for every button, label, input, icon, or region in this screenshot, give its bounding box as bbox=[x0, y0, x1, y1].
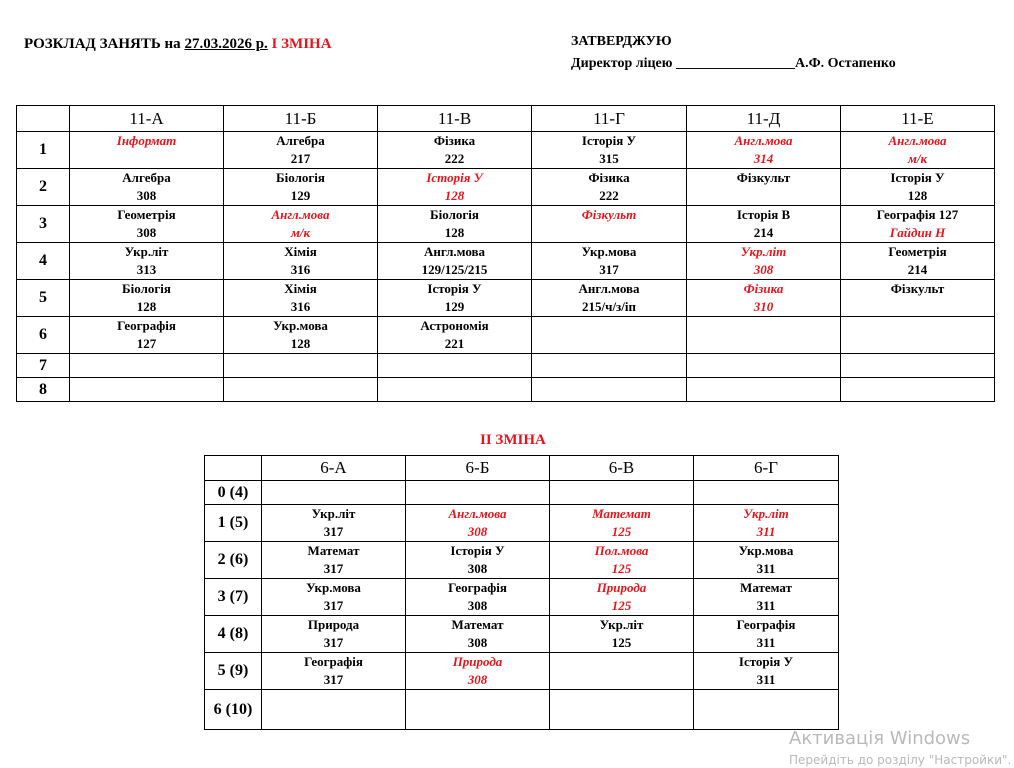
column-header-11-Г: 11-Г bbox=[532, 106, 687, 132]
shift1-schedule-table bbox=[16, 105, 995, 402]
room-number: Гайдин Н bbox=[889, 225, 946, 240]
subject-name: Англ.мова bbox=[578, 281, 640, 296]
table-row bbox=[17, 354, 995, 378]
schedule-date: 27.03.2026 р. bbox=[184, 36, 268, 52]
room-number: 125 bbox=[611, 598, 632, 613]
subject-name: Історія У bbox=[581, 133, 637, 148]
table-row bbox=[205, 542, 839, 579]
approve-title: ЗАТВЕРДЖУЮ bbox=[571, 34, 672, 49]
lesson-cell bbox=[70, 354, 224, 378]
table-row bbox=[205, 690, 839, 730]
room-number: 214 bbox=[753, 225, 774, 240]
windows-activation-watermark bbox=[789, 728, 1011, 767]
subject-name: Геометрія bbox=[888, 244, 947, 259]
room-number: 317 bbox=[323, 672, 344, 687]
subject-name: Укр.мова bbox=[738, 543, 794, 558]
subject-name: Математ bbox=[592, 506, 651, 521]
subject-name: Хімія bbox=[284, 244, 317, 259]
lesson-cell bbox=[841, 243, 995, 280]
table-header-row bbox=[17, 106, 995, 132]
room-number: 314 bbox=[753, 151, 774, 166]
subject-name: Фізкульт bbox=[581, 207, 637, 222]
subject-name: Укр.мова bbox=[306, 580, 361, 595]
subject-name: Фізкульт bbox=[890, 281, 945, 296]
table-header-row bbox=[205, 456, 839, 481]
room-number: м/к bbox=[290, 225, 311, 240]
lesson-number: 5 (9) bbox=[205, 653, 262, 690]
room-number: 311 bbox=[756, 672, 776, 687]
lesson-cell bbox=[262, 481, 406, 505]
lesson-cell bbox=[224, 354, 378, 378]
lesson-cell bbox=[550, 542, 694, 579]
lesson-cell bbox=[687, 243, 841, 280]
lesson-number: 0 (4) bbox=[205, 481, 262, 505]
room-number: 215/ч/з/іп bbox=[582, 299, 636, 314]
lesson-cell bbox=[694, 481, 839, 505]
lesson-number: 6 bbox=[17, 317, 70, 354]
lesson-cell bbox=[262, 690, 406, 730]
lesson-cell bbox=[262, 616, 406, 653]
lesson-cell bbox=[70, 378, 224, 402]
subject-name: Укр.літ bbox=[599, 617, 644, 632]
lesson-cell bbox=[532, 317, 687, 354]
room-number: 317 bbox=[323, 524, 344, 539]
lesson-cell bbox=[70, 132, 224, 169]
room-number: 308 bbox=[136, 188, 157, 203]
lesson-cell bbox=[532, 354, 687, 378]
lesson-cell bbox=[70, 243, 224, 280]
room-number: 222 bbox=[444, 151, 465, 166]
title-prefix: РОЗКЛАД ЗАНЯТЬ на bbox=[24, 36, 185, 52]
lesson-cell bbox=[406, 616, 550, 653]
subject-name: Інформат bbox=[116, 133, 177, 148]
room-number: 127 bbox=[136, 336, 157, 351]
lesson-cell bbox=[378, 378, 532, 402]
lesson-cell bbox=[262, 653, 406, 690]
column-header-11-В: 11-В bbox=[378, 106, 532, 132]
lesson-cell bbox=[532, 280, 687, 317]
room-number: 128 bbox=[136, 299, 157, 314]
room-number: 315 bbox=[599, 151, 619, 166]
lesson-cell bbox=[841, 169, 995, 206]
column-header-11-Е: 11-Е bbox=[841, 106, 995, 132]
lesson-cell bbox=[550, 690, 694, 730]
room-number: 308 bbox=[467, 672, 488, 687]
table-row bbox=[205, 505, 839, 542]
column-header-6-Б: 6-Б bbox=[406, 456, 550, 481]
lesson-cell bbox=[406, 690, 550, 730]
lesson-cell bbox=[550, 505, 694, 542]
lesson-cell bbox=[841, 354, 995, 378]
room-number: 217 bbox=[290, 151, 311, 166]
lesson-cell bbox=[532, 169, 687, 206]
lesson-cell bbox=[378, 354, 532, 378]
lesson-cell bbox=[406, 579, 550, 616]
corner-cell bbox=[17, 106, 70, 132]
table-row bbox=[205, 616, 839, 653]
subject-name: Історія У bbox=[738, 654, 794, 669]
room-number: 128 bbox=[444, 188, 465, 203]
lesson-cell bbox=[378, 280, 532, 317]
column-header-11-А: 11-А bbox=[70, 106, 224, 132]
room-number: 125 bbox=[611, 635, 632, 650]
subject-name: Історія У bbox=[890, 170, 945, 185]
lesson-cell bbox=[550, 579, 694, 616]
lesson-number: 3 bbox=[17, 206, 70, 243]
subject-name: Фізика bbox=[743, 281, 784, 296]
lesson-cell bbox=[550, 481, 694, 505]
subject-name: Укр.літ bbox=[743, 506, 789, 521]
subject-name: Фізика bbox=[588, 170, 630, 185]
lesson-cell bbox=[378, 317, 532, 354]
lesson-number: 6 (10) bbox=[205, 690, 262, 730]
subject-name: Біологія bbox=[122, 281, 171, 296]
room-number: 129 bbox=[444, 299, 465, 314]
lesson-cell bbox=[687, 354, 841, 378]
watermark-line2: Перейдіть до розділу "Настройки". bbox=[789, 753, 1012, 767]
room-number: 129 bbox=[290, 188, 311, 203]
lesson-cell bbox=[687, 206, 841, 243]
lesson-cell bbox=[841, 280, 995, 317]
lesson-cell bbox=[224, 169, 378, 206]
table-row bbox=[17, 378, 995, 402]
lesson-cell bbox=[694, 579, 839, 616]
room-number: 316 bbox=[290, 299, 311, 314]
subject-name: Англ.мова bbox=[271, 207, 330, 222]
lesson-cell bbox=[262, 542, 406, 579]
room-number: 310 bbox=[753, 299, 774, 314]
lesson-cell bbox=[532, 206, 687, 243]
room-number: 317 bbox=[323, 561, 344, 576]
lesson-cell bbox=[694, 653, 839, 690]
lesson-cell bbox=[841, 317, 995, 354]
room-number: 311 bbox=[756, 635, 776, 650]
lesson-cell bbox=[70, 317, 224, 354]
room-number: 128 bbox=[290, 336, 311, 351]
lesson-cell bbox=[550, 653, 694, 690]
lesson-cell bbox=[378, 169, 532, 206]
room-number: 222 bbox=[599, 188, 619, 203]
lesson-number: 7 bbox=[17, 354, 70, 378]
lesson-number: 2 (6) bbox=[205, 542, 262, 579]
lesson-cell bbox=[262, 505, 406, 542]
lesson-cell bbox=[841, 132, 995, 169]
room-number: 308 bbox=[467, 635, 488, 650]
table-row bbox=[17, 280, 995, 317]
subject-name: Математ bbox=[740, 580, 792, 595]
subject-name: Геометрія bbox=[117, 207, 176, 222]
subject-name: Математ bbox=[451, 617, 504, 632]
lesson-cell bbox=[687, 317, 841, 354]
room-number: 128 bbox=[907, 188, 928, 203]
director-line: Директор ліцею _________________А.Ф. Остапенко bbox=[571, 56, 896, 71]
subject-name: Алгебра bbox=[122, 170, 171, 185]
room-number: 125 bbox=[611, 524, 632, 539]
room-number: 308 bbox=[467, 561, 488, 576]
lesson-cell bbox=[841, 378, 995, 402]
room-number: 317 bbox=[323, 598, 344, 613]
subject-name: Історія В bbox=[736, 207, 791, 222]
table-row bbox=[17, 206, 995, 243]
subject-name: Англ.мова bbox=[423, 244, 486, 259]
lesson-cell bbox=[70, 280, 224, 317]
subject-name: Математ bbox=[307, 543, 360, 558]
lesson-cell bbox=[406, 653, 550, 690]
subject-name: Географія bbox=[304, 654, 363, 669]
table-row bbox=[17, 132, 995, 169]
lesson-cell bbox=[378, 132, 532, 169]
table-row bbox=[17, 243, 995, 280]
subject-name: Фізкульт bbox=[736, 170, 791, 185]
lesson-cell bbox=[532, 132, 687, 169]
subject-name: Географія bbox=[448, 580, 507, 595]
room-number: 129/125/215 bbox=[421, 262, 488, 277]
subject-name: Укр.мова bbox=[273, 318, 328, 333]
lesson-number: 8 bbox=[17, 378, 70, 402]
lesson-cell bbox=[224, 132, 378, 169]
shift2-label: ІІ ЗМІНА bbox=[480, 432, 546, 448]
room-number: 313 bbox=[136, 262, 157, 277]
subject-name: Історія У bbox=[427, 281, 482, 296]
subject-name: Астрономія bbox=[420, 318, 489, 333]
room-number: 308 bbox=[467, 524, 488, 539]
room-number: 317 bbox=[323, 635, 344, 650]
subject-name: Географія bbox=[117, 318, 176, 333]
lesson-cell bbox=[224, 280, 378, 317]
table-row bbox=[205, 481, 839, 505]
room-number: 308 bbox=[467, 598, 488, 613]
subject-name: Історія У bbox=[450, 543, 505, 558]
lesson-cell bbox=[378, 243, 532, 280]
lesson-cell bbox=[262, 579, 406, 616]
subject-name: Природа bbox=[596, 580, 647, 595]
room-number: 128 bbox=[444, 225, 465, 240]
lesson-cell bbox=[532, 378, 687, 402]
lesson-number: 5 bbox=[17, 280, 70, 317]
shift1-label: І ЗМІНА bbox=[271, 36, 332, 52]
table-row bbox=[17, 169, 995, 206]
table-row bbox=[205, 653, 839, 690]
lesson-cell bbox=[406, 505, 550, 542]
lesson-cell bbox=[70, 169, 224, 206]
lesson-cell bbox=[550, 616, 694, 653]
lesson-cell bbox=[687, 169, 841, 206]
subject-name: Укр.літ bbox=[740, 244, 787, 259]
lesson-number: 4 (8) bbox=[205, 616, 262, 653]
room-number: 316 bbox=[290, 262, 311, 277]
subject-name: Укр.літ bbox=[124, 244, 169, 259]
subject-name: Фізика bbox=[433, 133, 476, 148]
lesson-number: 1 (5) bbox=[205, 505, 262, 542]
room-number: 221 bbox=[444, 336, 465, 351]
subject-name: Алгебра bbox=[276, 133, 325, 148]
lesson-cell bbox=[70, 206, 224, 243]
lesson-cell bbox=[687, 378, 841, 402]
subject-name: Пол.мова bbox=[594, 543, 649, 558]
lesson-cell bbox=[694, 690, 839, 730]
table-row bbox=[205, 579, 839, 616]
room-number: 308 bbox=[136, 225, 157, 240]
subject-name: Англ.мова bbox=[888, 133, 947, 148]
subject-name: Географія 127 bbox=[876, 207, 959, 222]
column-header-6-В: 6-В bbox=[550, 456, 694, 481]
lesson-number: 1 bbox=[17, 132, 70, 169]
subject-name: Хімія bbox=[284, 281, 317, 296]
subject-name: Біологія bbox=[430, 207, 479, 222]
lesson-number: 2 bbox=[17, 169, 70, 206]
subject-name: Історія У bbox=[426, 170, 483, 185]
shift2-schedule-table bbox=[204, 455, 839, 730]
lesson-cell bbox=[224, 206, 378, 243]
corner-cell bbox=[205, 456, 262, 481]
lesson-number: 3 (7) bbox=[205, 579, 262, 616]
table-row bbox=[17, 317, 995, 354]
lesson-cell bbox=[841, 206, 995, 243]
watermark-line1: Активація Windows bbox=[789, 728, 971, 749]
lesson-number: 4 bbox=[17, 243, 70, 280]
column-header-11-Б: 11-Б bbox=[224, 106, 378, 132]
room-number: 311 bbox=[756, 561, 776, 576]
room-number: 311 bbox=[756, 524, 776, 539]
column-header-6-А: 6-А bbox=[262, 456, 406, 481]
subject-name: Укр.літ bbox=[311, 506, 356, 521]
lesson-cell bbox=[687, 132, 841, 169]
lesson-cell bbox=[224, 317, 378, 354]
approval-block bbox=[571, 31, 896, 75]
room-number: 317 bbox=[599, 262, 619, 277]
room-number: 311 bbox=[756, 598, 776, 613]
subject-name: Біологія bbox=[276, 170, 325, 185]
lesson-cell bbox=[694, 616, 839, 653]
lesson-cell bbox=[694, 542, 839, 579]
lesson-cell bbox=[687, 280, 841, 317]
subject-name: Англ.мова bbox=[448, 506, 507, 521]
subject-name: Природа bbox=[452, 654, 503, 669]
lesson-cell bbox=[224, 243, 378, 280]
column-header-6-Г: 6-Г bbox=[694, 456, 839, 481]
lesson-cell bbox=[532, 243, 687, 280]
room-number: 214 bbox=[907, 262, 928, 277]
subject-name: Географія bbox=[736, 617, 796, 632]
lesson-cell bbox=[406, 481, 550, 505]
lesson-cell bbox=[378, 206, 532, 243]
room-number: м/к bbox=[907, 151, 928, 166]
subject-name: Природа bbox=[307, 617, 360, 632]
subject-name: Англ.мова bbox=[734, 133, 793, 148]
schedule-title bbox=[24, 36, 332, 53]
column-header-11-Д: 11-Д bbox=[687, 106, 841, 132]
room-number: 308 bbox=[753, 262, 774, 277]
lesson-cell bbox=[694, 505, 839, 542]
lesson-cell bbox=[224, 378, 378, 402]
subject-name: Укр.мова bbox=[581, 244, 637, 259]
room-number: 125 bbox=[611, 561, 632, 576]
lesson-cell bbox=[406, 542, 550, 579]
